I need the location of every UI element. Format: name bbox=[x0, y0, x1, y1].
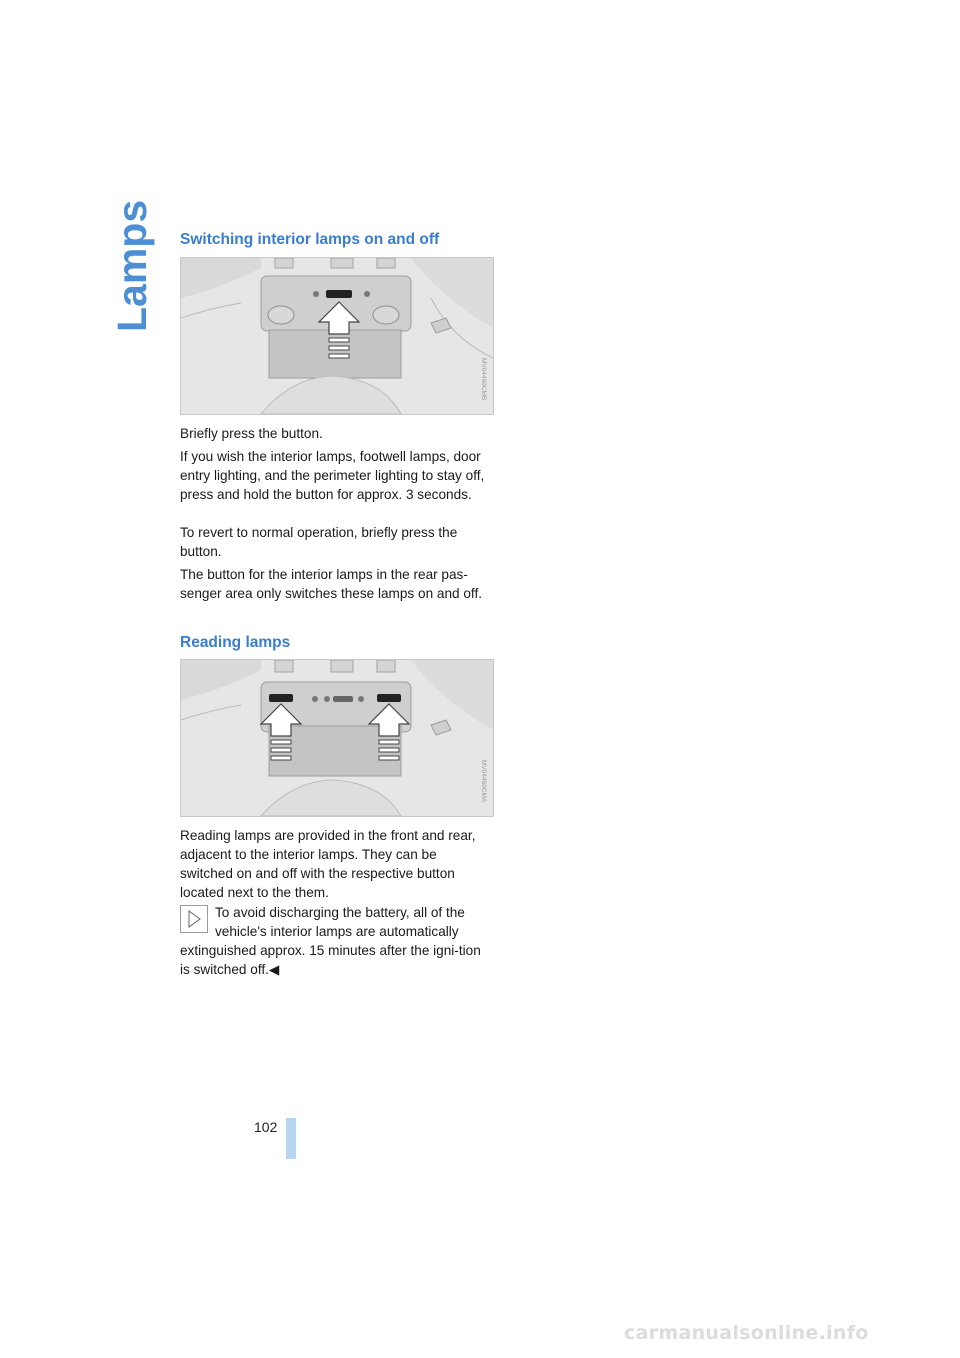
side-title bbox=[108, 199, 156, 332]
figure-code: MV04490CMA bbox=[480, 760, 487, 803]
figure-reading-lamp-buttons bbox=[180, 659, 494, 817]
note-text-continued bbox=[180, 941, 492, 979]
note-triangle-icon bbox=[180, 905, 208, 933]
note-text: To avoid discharging the battery, all of the vehicle's interior lamps are automatically bbox=[215, 905, 465, 939]
note-text-line: extinguished approx. 15 minutes after the igni-tion is switched off. bbox=[180, 943, 481, 977]
figure-interior-lamp-button bbox=[180, 257, 494, 415]
section-heading-reading-lamps: Reading lamps bbox=[180, 634, 291, 651]
side-title-text: Lamps bbox=[109, 199, 155, 332]
paragraph: Briefly press the button. bbox=[180, 426, 323, 441]
section-heading-interior-lamps: Switching interior lamps on and off bbox=[180, 231, 440, 248]
paragraph: If you wish the interior lamps, footwell lamps, door entry lighting, and the perimeter lighting to stay off, press and hold the button for approx. 3 seconds. bbox=[180, 449, 485, 502]
paragraph: Reading lamps are provided in the front and rear, adjacent to the interior lamps. They can be switched on and off with the respective button located next to the them. bbox=[180, 828, 476, 900]
figure-code: MV04490CMB bbox=[480, 358, 487, 401]
page-marker-bar bbox=[286, 1118, 296, 1159]
page-number: 102 bbox=[254, 1119, 278, 1135]
end-mark-icon: ◀ bbox=[268, 962, 280, 977]
watermark: carmanualsonline.info bbox=[624, 1322, 869, 1344]
paragraph: The button for the interior lamps in the rear pas-senger area only switches these lamps on and off. bbox=[180, 567, 483, 601]
paragraph: To revert to normal operation, briefly press the button. bbox=[180, 525, 458, 559]
